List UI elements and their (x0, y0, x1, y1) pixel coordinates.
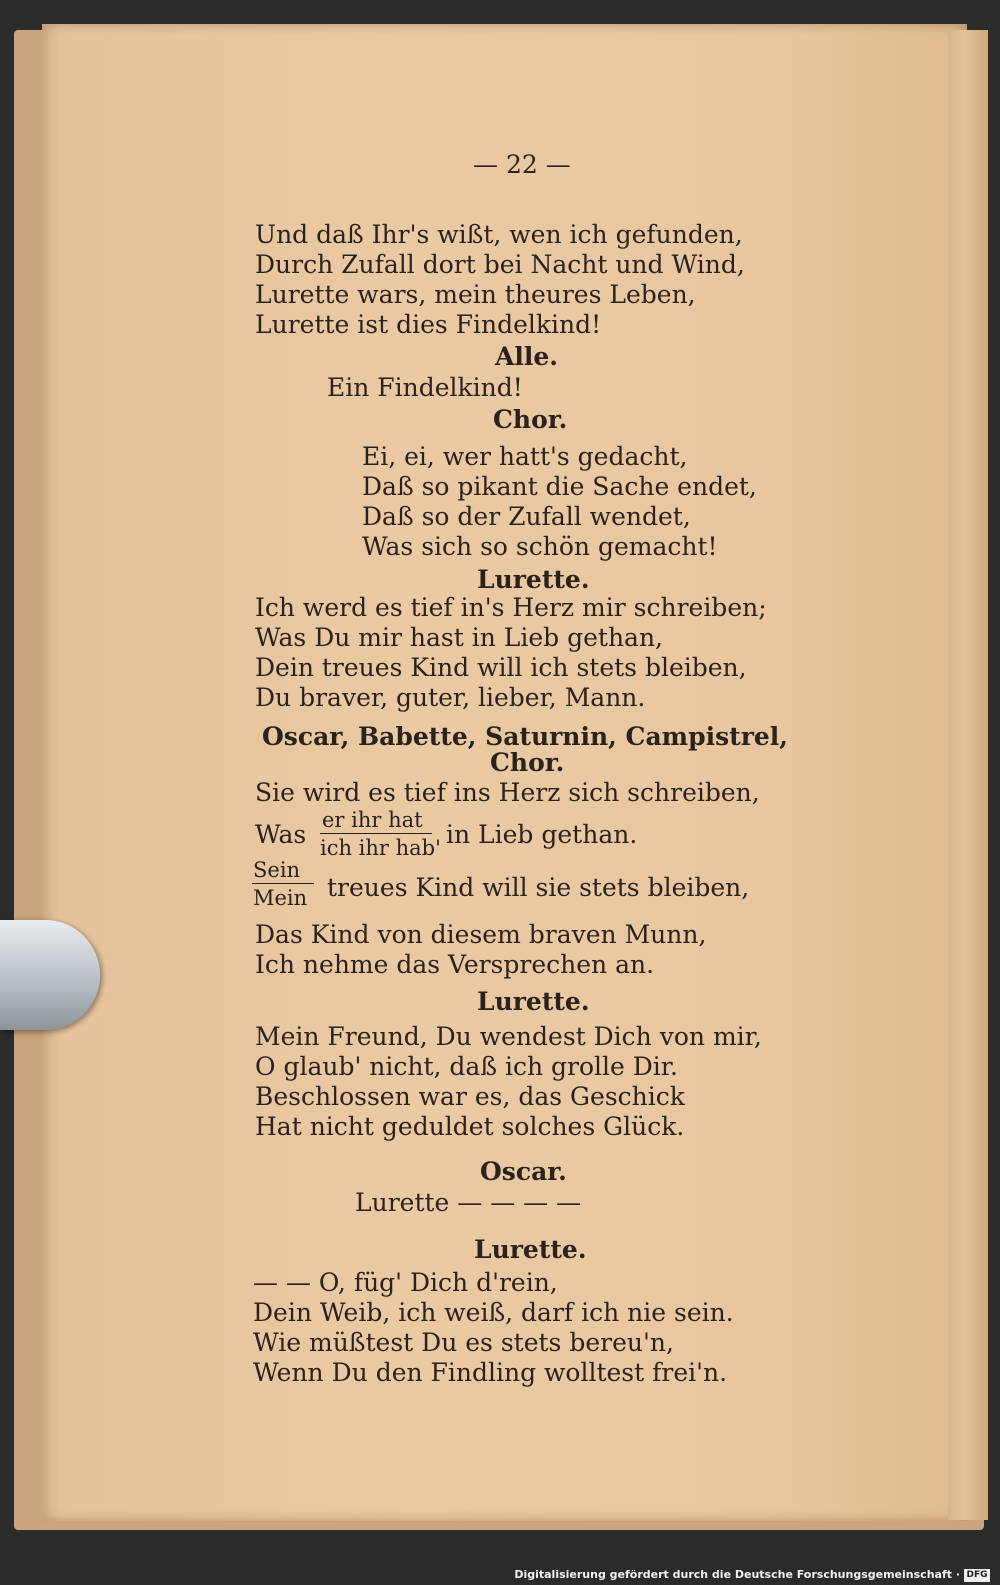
speaker-heading: Oscar, Babette, Saturnin, Campistrel, (262, 722, 788, 751)
fraction-top: er ihr hat (322, 808, 423, 832)
verse-line: Du braver, guter, lieber, Mann. (255, 683, 646, 712)
fraction-top: Sein (253, 858, 301, 882)
speaker-heading: Lurette. (477, 987, 590, 1016)
footer-credit: Digitalisierung gefördert durch die Deutsche Forschungsgemeinschaft · (514, 1568, 960, 1581)
fraction-rule (320, 833, 432, 834)
verse-line: Was Du mir hast in Lieb gethan, (255, 623, 664, 652)
verse-line: Dein treues Kind will ich stets bleiben, (255, 653, 747, 682)
fraction-rule (252, 883, 314, 884)
verse-line: Was (255, 820, 307, 849)
page-number: — 22 — (473, 150, 571, 179)
verse-line: Daß so der Zufall wendet, (362, 502, 691, 531)
verse-line: Wie müßtest Du es stets bereu'n, (253, 1328, 674, 1357)
speaker-heading: Lurette. (477, 565, 590, 594)
verse-line: Sie wird es tief ins Herz sich schreiben, (255, 778, 760, 807)
verse-line: Durch Zufall dort bei Nacht und Wind, (255, 250, 745, 279)
verse-line: Ich werd es tief in's Herz mir schreiben; (255, 593, 767, 622)
verse-line: Ein Findelkind! (327, 373, 523, 402)
fraction-bottom: Mein (253, 886, 308, 910)
fraction-bottom: ich ihr hab' (320, 836, 441, 860)
verse-line: Was sich so schön gemacht! (362, 532, 718, 561)
verse-line: Lurette — — — — (355, 1188, 582, 1217)
speaker-heading: Chor. (493, 405, 568, 434)
verse-line: Wenn Du den Findling wolltest frei'n. (253, 1358, 728, 1387)
verse-line: Hat nicht geduldet solches Glück. (255, 1112, 685, 1141)
verse-line: O glaub' nicht, daß ich grolle Dir. (255, 1052, 678, 1081)
verse-line: Lurette wars, mein theures Leben, (255, 280, 696, 309)
verse-line: Dein Weib, ich weiß, darf ich nie sein. (253, 1298, 734, 1327)
speaker-heading: Oscar. (480, 1157, 567, 1186)
verse-line: treues Kind will sie stets bleiben, (327, 873, 750, 902)
verse-line: Lurette ist dies Findelkind! (255, 310, 602, 339)
verse-line: Das Kind von diesem braven Munn, (255, 920, 707, 949)
speaker-heading: Lurette. (474, 1235, 587, 1264)
page-right-edge (948, 30, 988, 1520)
verse-line: in Lieb gethan. (446, 820, 638, 849)
speaker-heading: Chor. (490, 748, 565, 777)
verse-line: — — O, füg' Dich d'rein, (253, 1268, 558, 1297)
verse-line: Daß so pikant die Sache endet, (362, 472, 757, 501)
verse-line: Ei, ei, wer hatt's gedacht, (362, 442, 688, 471)
verse-line: Mein Freund, Du wendest Dich von mir, (255, 1022, 762, 1051)
dfg-logo: DFG (964, 1569, 990, 1582)
speaker-heading: Alle. (495, 342, 559, 371)
verse-line: Und daß Ihr's wißt, wen ich gefunden, (255, 220, 743, 249)
verse-line: Ich nehme das Versprechen an. (255, 950, 655, 979)
verse-line: Beschlossen war es, das Geschick (255, 1082, 685, 1111)
